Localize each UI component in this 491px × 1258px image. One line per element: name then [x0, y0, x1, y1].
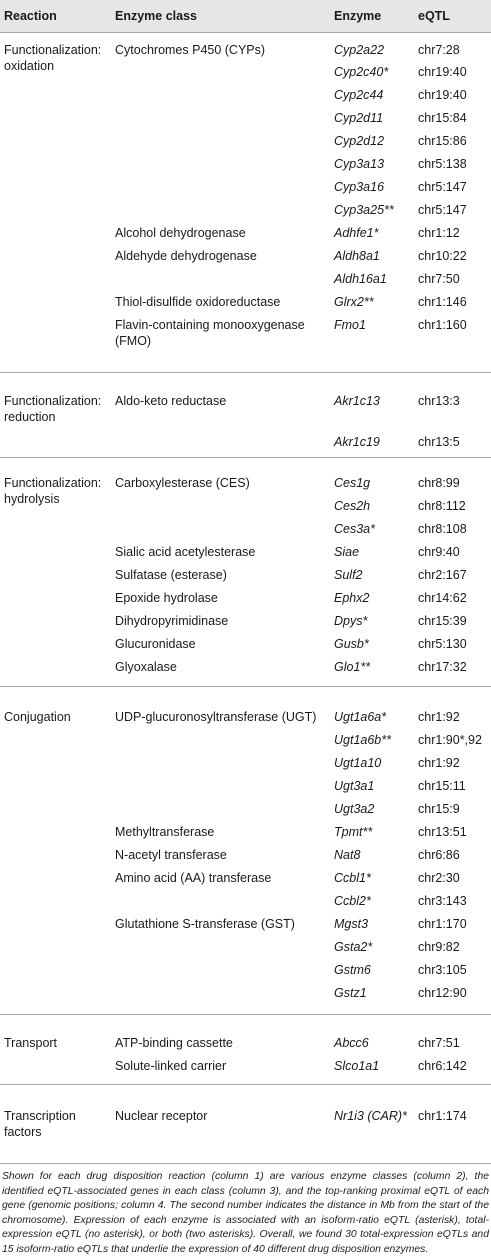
- enzyme-name: Dpys*: [334, 614, 368, 628]
- enzyme-class-label: Glucuronidase: [115, 637, 196, 651]
- enzyme-class-label: Carboxylesterase (CES): [115, 476, 250, 490]
- eqtl-position: chr15:84: [418, 111, 467, 125]
- enzyme-name: Siae: [334, 545, 360, 559]
- enzyme-name: Ugt3a1: [334, 779, 375, 793]
- eqtl-position: chr1:12: [418, 226, 460, 240]
- enzyme-name: Fmo1: [334, 318, 366, 332]
- group-divider: [0, 686, 491, 687]
- enzyme-name: Akr1c19: [334, 435, 380, 449]
- reaction-label: Functionalization:: [4, 476, 102, 490]
- enzyme-name: Gusb*: [334, 637, 369, 651]
- group-divider: [0, 372, 491, 373]
- enzyme-class-label: Aldehyde dehydrogenase: [115, 249, 257, 263]
- enzyme-class-label: Nuclear receptor: [115, 1109, 208, 1123]
- enzyme-name: Ugt3a2: [334, 802, 375, 816]
- eqtl-position: chr19:40: [418, 88, 467, 102]
- enzyme-class-label: Epoxide hydrolase: [115, 591, 218, 605]
- enzyme-name: Abcc6: [334, 1036, 369, 1050]
- header-reaction: Reaction: [4, 9, 57, 23]
- enzyme-name: Glrx2**: [334, 295, 374, 309]
- header-enzyme-class: Enzyme class: [115, 9, 197, 23]
- eqtl-position: chr5:130: [418, 637, 467, 651]
- eqtl-position: chr6:86: [418, 848, 460, 862]
- reaction-label: Functionalization:: [4, 394, 102, 408]
- eqtl-position: chr15:39: [418, 614, 467, 628]
- eqtl-position: chr1:92: [418, 710, 460, 724]
- eqtl-position: chr5:147: [418, 180, 467, 194]
- eqtl-position: chr17:32: [418, 660, 467, 674]
- eqtl-position: chr8:99: [418, 476, 460, 490]
- eqtl-position: chr13:51: [418, 825, 467, 839]
- enzyme-class-label: Sulfatase (esterase): [115, 568, 227, 582]
- enzyme-class-label: Sialic acid acetylesterase: [115, 545, 256, 559]
- eqtl-position: chr9:82: [418, 940, 460, 954]
- enzyme-name: Cyp3a13: [334, 157, 385, 171]
- eqtl-position: chr19:40: [418, 65, 467, 79]
- enzyme-name: Cyp2d11: [334, 111, 384, 125]
- enzyme-name: Ccbl1*: [334, 871, 371, 885]
- enzyme-class-label: Methyltransferase: [115, 825, 215, 839]
- reaction-label: Conjugation: [4, 710, 71, 724]
- enzyme-class-label: Amino acid (AA) transferase: [115, 871, 272, 885]
- enzyme-class-label: UDP-glucuronosyltransferase (UGT): [115, 710, 317, 724]
- enzyme-class-label: Cytochromes P450 (CYPs): [115, 43, 266, 57]
- group-divider: [0, 1084, 491, 1085]
- enzyme-class-label: Alcohol dehydrogenase: [115, 226, 246, 240]
- eqtl-position: chr12:90: [418, 986, 467, 1000]
- enzyme-name: Ugt1a6a*: [334, 710, 387, 724]
- eqtl-position: chr15:9: [418, 802, 460, 816]
- header-enzyme: Enzyme: [334, 9, 382, 23]
- reaction-label: reduction: [4, 410, 56, 424]
- eqtl-position: chr7:51: [418, 1036, 460, 1050]
- eqtl-position: chr14:62: [418, 591, 467, 605]
- enzyme-name: Mgst3: [334, 917, 369, 931]
- enzyme-name: Gstz1: [334, 986, 367, 1000]
- eqtl-position: chr7:28: [418, 43, 460, 57]
- enzyme-name: Tpmt**: [334, 825, 373, 839]
- enzyme-class-label: Aldo-keto reductase: [115, 394, 227, 408]
- enzyme-name: Ces3a*: [334, 522, 375, 536]
- eqtl-position: chr1:90*,92: [418, 733, 482, 747]
- eqtl-position: chr1:146: [418, 295, 467, 309]
- enzyme-name: Nat8: [334, 848, 361, 862]
- eqtl-position: chr3:143: [418, 894, 467, 908]
- enzyme-name: Cyp2c44: [334, 88, 384, 102]
- group-divider: [0, 1014, 491, 1015]
- enzyme-name: Cyp3a25**: [334, 203, 394, 217]
- enzyme-name: Ccbl2*: [334, 894, 371, 908]
- eqtl-position: chr13:5: [418, 435, 460, 449]
- eqtl-position: chr1:92: [418, 756, 460, 770]
- enzyme-name: Ces1g: [334, 476, 371, 490]
- table-header: [0, 0, 491, 32]
- enzyme-name: Glo1**: [334, 660, 371, 674]
- enzyme-name: Nr1i3 (CAR)*: [334, 1109, 407, 1123]
- eqtl-position: chr8:112: [418, 499, 466, 513]
- enzyme-name: Gsta2*: [334, 940, 373, 954]
- eqtl-position: chr6:142: [418, 1059, 467, 1073]
- enzyme-class-label: ATP-binding cassette: [115, 1036, 233, 1050]
- enzyme-name: Ugt1a6b**: [334, 733, 391, 747]
- header-rule: [0, 32, 491, 33]
- eqtl-position: chr2:30: [418, 871, 460, 885]
- eqtl-position: chr15:11: [418, 779, 466, 793]
- enzyme-name: Akr1c13: [334, 394, 380, 408]
- reaction-label: Transcription: [4, 1109, 76, 1123]
- eqtl-position: chr1:170: [418, 917, 467, 931]
- enzyme-name: Ces2h: [334, 499, 371, 513]
- enzyme-name: Ephx2: [334, 591, 370, 605]
- table-bottom-rule: [0, 1163, 491, 1164]
- eqtl-position: chr13:3: [418, 394, 460, 408]
- enzyme-class-label: Glyoxalase: [115, 660, 177, 674]
- eqtl-position: chr2:167: [418, 568, 467, 582]
- enzyme-name: Gstm6: [334, 963, 371, 977]
- enzyme-class-label: Solute-linked carrier: [115, 1059, 227, 1073]
- enzyme-class-label: Glutathione S-transferase (GST): [115, 917, 295, 931]
- enzyme-name: Cyp3a16: [334, 180, 385, 194]
- enzyme-name: Cyp2d12: [334, 134, 385, 148]
- enzyme-name: Ugt1a10: [334, 756, 382, 770]
- enzyme-name: Aldh16a1: [334, 272, 387, 286]
- group-divider: [0, 457, 491, 458]
- enzyme-name: Cyp2a22: [334, 43, 385, 57]
- eqtl-position: chr1:174: [418, 1109, 467, 1123]
- table-caption: Shown for each drug disposition reaction (column 1) are various enzyme classes (column 2), the identified eQTL-associated genes in each class (column 3), and the top-ranking proximal eQTL of each gene (genomic positions; column 4. The second number indicates the distance in Mb from the start of the chromosome). Expression of each enzyme is associated with an isoform-ratio eQTL (asterisk), total-expression eQTL (no asterisk), or both (two asterisks). Overall, we found 30 total-expression eQTLs and 15 isoform-ratio eQTLs that underlie the expression of 40 different drug disposition enzymes.: [2, 1171, 489, 1255]
- reaction-label: hydrolysis: [4, 492, 60, 506]
- enzyme-name: Adhfe1*: [334, 226, 379, 240]
- enzyme-name: Aldh8a1: [334, 249, 380, 263]
- enzyme-class-label: N-acetyl transferase: [115, 848, 227, 862]
- reaction-label: oxidation: [4, 59, 55, 73]
- enzyme-class-label: Dihydropyrimidinase: [115, 614, 229, 628]
- enzyme-name: Slco1a1: [334, 1059, 380, 1073]
- eqtl-position: chr7:50: [418, 272, 460, 286]
- eqtl-position: chr8:108: [418, 522, 467, 536]
- eqtl-position: chr5:147: [418, 203, 467, 217]
- enzyme-class-label: Thiol-disulfide oxidoreductase: [115, 295, 281, 309]
- enzyme-name: Sulf2: [334, 568, 363, 582]
- reaction-label: Functionalization:: [4, 43, 102, 57]
- header-eqtl: eQTL: [418, 9, 450, 23]
- eqtl-position: chr10:22: [418, 249, 467, 263]
- eqtl-position: chr3:105: [418, 963, 467, 977]
- eqtl-position: chr9:40: [418, 545, 460, 559]
- enzyme-class-label: (FMO): [115, 334, 152, 348]
- eqtl-position: chr5:138: [418, 157, 467, 171]
- reaction-label: factors: [4, 1125, 42, 1139]
- reaction-label: Transport: [4, 1036, 58, 1050]
- eqtl-position: chr15:86: [418, 134, 467, 148]
- enzyme-name: Cyp2c40*: [334, 65, 389, 79]
- enzyme-class-label: Flavin-containing monooxygenase: [115, 318, 305, 332]
- eqtl-position: chr1:160: [418, 318, 467, 332]
